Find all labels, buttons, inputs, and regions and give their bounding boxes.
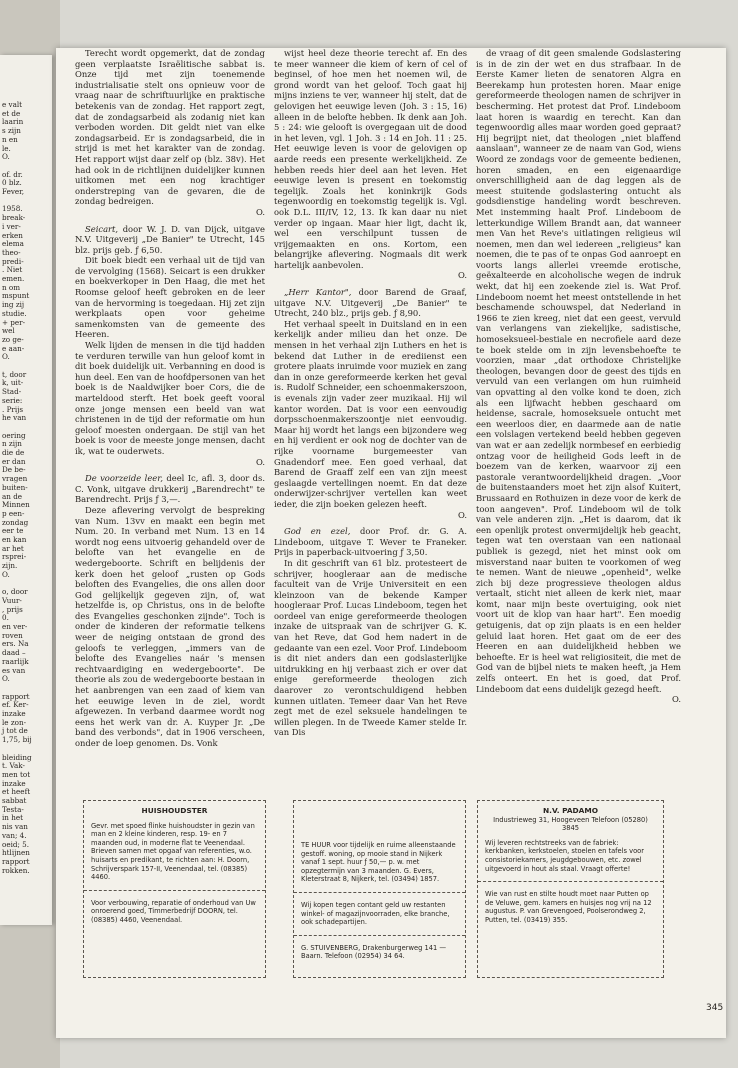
left-page-line: j tot de (2, 726, 28, 736)
paragraph: Terecht wordt opgemerkt, dat de zondag geen verplaatste Israëlitische sabbat is. Onze tijd met zijn toenemende industrialisatie stelt ons opnieuw voor de vraag naar de schriftuurlijke en praktische betekenis van de zondag. Het rapport zegt, dat de zondagsarbeid als zodanig niet kan verboden worden. Dit geldt niet van elke zondagsarbeid. Er is zondagsarbeid, die in strijd is met het karakter van de zondag. Het rapport wijst daar zelf op (blz. 38v). Het had ook in de richtlijnen duidelijker kunnen uitkomen met een nog krachtiger onderstreping van de gevaren, die de zondag bedreigen. (75, 48, 265, 207)
left-page-line: van; 4. (2, 830, 27, 840)
left-page-line: erken (2, 230, 23, 240)
left-page-line: eer te (2, 526, 24, 536)
left-page-line: ers. Na (2, 639, 29, 649)
left-page-line: O. (2, 569, 10, 579)
left-page-line: es van (2, 665, 26, 675)
left-page-line: theo- (2, 247, 21, 257)
left-page-line: De be- (2, 465, 26, 475)
ad-separator (294, 892, 465, 893)
left-page-line: inzake (2, 709, 26, 718)
left-page-line: bleiding (2, 752, 32, 762)
left-page-line: i ver- (2, 221, 21, 231)
left-page-line: e aan- (2, 343, 25, 353)
left-page-line: 0 blz. (2, 178, 22, 188)
signature: O. (255, 456, 265, 467)
ad-body-2: Wij kopen tegen contant geld uw restanten winkel- of magazijnvoorraden, elke branche, ook schadepartijen. (301, 900, 450, 927)
signature: O. (457, 509, 467, 520)
book-title: „Herr Kantor", door Barend de Graaf, uitgave N.V. Uitgeverij „De Banier" te Utrecht, 240 blz., prijs geb. ƒ 8,90. (274, 287, 467, 319)
left-page-line: zo ge- (2, 334, 24, 344)
left-page-line: buiten- (2, 482, 28, 492)
left-page-line: rsprei- (2, 552, 27, 562)
left-page-fragment (0, 55, 52, 925)
left-page-line: n om (2, 282, 21, 292)
left-page-line: + per- (2, 317, 26, 327)
book-title-name: Seicart, (85, 223, 119, 234)
book-title: Seicart, door W. J. D. van Dijck, uitgave N.V. Uitgeverij „De Banier" te Utrecht, 145 blz. prijs geb. ƒ 6,50. (75, 223, 265, 255)
ad-huishoudster (83, 800, 266, 978)
left-page-line: laarin (2, 117, 24, 127)
left-page-line: O. (2, 674, 10, 684)
left-page-line: zijn. (2, 561, 18, 571)
left-page-line: 0. (2, 613, 9, 623)
ad-footer: G. STUIVENBERG, Drakenburgerweg 141 — Baarn. Telefoon (02954) 34 64. (301, 943, 447, 961)
left-page-line: predi- (2, 256, 24, 266)
left-page-line: elema (2, 239, 24, 249)
book-title-name: God en ezel, (284, 526, 351, 537)
ad-body: TE HUUR voor tijdelijk en ruime alleenstaande gestoff. woning, op mooie stand in Nijkerk vanaf 1 sept. huur ƒ 50,— p. w. met opzegtermijn van 3 maanden. G. Evers, Kleterstraat 8, Nijkerk, tel. (03494) 1857. (301, 841, 456, 884)
left-page-line: ef. Ker- (2, 700, 29, 710)
left-page-line: et de (2, 108, 21, 118)
left-page-line: Stad- (2, 387, 22, 397)
left-page-line: t. Vak- (2, 761, 25, 771)
ad-te-huur (293, 800, 466, 978)
left-page-line: mspunt (2, 291, 30, 301)
book-title: God en ezel, door Prof. dr. G. A. Lindeboom, uitgave T. Wever te Franeker. Prijs in paperback-uitvoering ƒ 3,50. (274, 526, 467, 558)
left-page-line: in het (2, 813, 23, 823)
column-2 (274, 48, 467, 738)
left-page-line: oeid; 5. (2, 839, 30, 849)
left-page-line: le. (2, 143, 11, 153)
left-page-line: die de (2, 448, 25, 457)
left-page-line: of. dr. (2, 169, 23, 179)
left-page-line: n en (2, 134, 18, 144)
left-page-line: . Prijs (2, 404, 24, 414)
paragraph: In dit geschrift van 61 blz. protesteert de schrijver, hoogleraar aan de medische faculteit van de Vrije Universiteit en een kleinzoon van de bekende Kamper hoogleraar Prof. Lucas Lindeboom, tegen het oordeel van enige gereformeerde theologen inzake de uitspraak van de schrijver G. K. van het Reve, dat God hem nadert in de gedaante van een ezel. Voor Prof. Lindeboom is dit niet anders dan een godslasterlijke uitdrukking en hij verbaast zich er over dat enige gereformeerde theologen zich daarover zo verontschuldigend hebben kunnen uitlaten. Temeer daar Van het Reve zegt met de ezel seksuele handelingen te willen plegen. In de Tweede Kamer stelde Ir. van Dis (274, 557, 467, 738)
paragraph: Het verhaal speelt in Duitsland en in een kerkelijk ander milieu dan het onze. De mensen in het verhaal zijn Luthers en het is bekend dat Luther in de erediienst een grotere plaats inruimde voor muziek en zang dan in onze gereformeerde kerken het geval is. Rudolf Schneider, een schoenmakerszoon, is evenals zijn vader zeer muzikaal. Hij wil kantor worden. Dat is voor een eenvoudig dorpsschoenmakerszoontje niet eenvoudig. Maar hij wordt het langs een bijzondere weg en hij verdient er ook nog de dochter van de rijke voorname burgemeester van Gnadendorf mee. Een goed verhaal, dat Barend de Graaff zelf een van zijn meest geslaagde vertellingen noemt. En dat deze onderwijzer-schrijver vertellen kan weet ieder, die zijn boeken gelezen heeft. (274, 318, 467, 509)
left-page-line: o, door (2, 587, 28, 597)
left-page-line: t, door (2, 369, 27, 379)
left-page-line: er dan (2, 456, 26, 466)
ad-separator (294, 935, 465, 936)
left-page-line: Vuur- (2, 595, 22, 605)
left-page-line: ing zij (2, 300, 25, 310)
left-page-line: , prijs (2, 604, 23, 614)
left-page-line: 1958. (2, 204, 23, 214)
signature: O. (457, 270, 467, 281)
left-page-line: raarlijk (2, 656, 29, 666)
ad-footer: Voor verbouwing, reparatie of onderhoud van Uw onroerend goed, Timmerbedrijf DOORN, tel. (08385) 4460, Veenendaal. (91, 898, 256, 924)
paragraph: wijst heel deze theorie terecht af. En des te meer wanneer die kiem of kern of cel of beginsel, of hoe men het noemen wil, de grond wordt van het geloof. Toch gaat hij mijns inziens te ver, wanneer hij stelt, dat de gelovigen het eeuwige leven (Joh. 3 : 15, 16) alleen in de belofte hebben. Ik denk aan Joh. 5 : 24: wie gelooft is overgegaan uit de dood in het leven, vgl. 1 Joh. 3 : 14 en Joh. 11 : 25. Het eeuwige leven is voor de gelovigen op aarde reeds een presente werkelijkheid. Ze hebben reeds hier deel aan het leven. Het eeuwige leven is present en toekomstig tegelijk. Zoals het koninkrijk Gods tegenwoordig en toekomstig tegelijk is. Vgl. ook D.L. III/IV, 12, 13. Ik kan daar nu niet verder op ingaan. Maar hier ligt, dacht ik, wel een verschilpunt tussen de vrijgemaakten en ons. Kortom, een belangrijke aflevering. Nogmaals dit werk hartelijk aanbevolen. (274, 48, 467, 270)
ad-heading: HUISHOUDSTER (141, 806, 208, 815)
left-page-line: an de (2, 491, 23, 501)
left-page-line: break- (2, 213, 26, 223)
left-page-line: wel (2, 326, 15, 336)
left-page-line: daad – (2, 648, 26, 658)
ad-footer: Wie van rust en stilte houdt moet naar Putten op de Veluwe, gem. kamers en huisjes nog vrij na 12 augustus. P. van Grevengoed, Poolserondweg 2, Putten, tel. (03419) 355. (485, 890, 652, 924)
left-page-line: k, uit- (2, 378, 24, 388)
left-page-line: vragen (2, 474, 28, 484)
left-page-line: s zijn (2, 126, 21, 136)
ad-separator (478, 881, 663, 882)
left-page-line: en ver- (2, 622, 28, 631)
left-page-line: men tot (2, 769, 31, 779)
page-number: 345 (706, 1003, 724, 1013)
left-page-line: inzake (2, 778, 26, 788)
left-page-line: . Niet (2, 265, 23, 275)
left-page-line: htlijnen (2, 848, 30, 858)
left-page-line: oering (2, 430, 26, 440)
left-page-line: rokken. (2, 865, 30, 875)
left-page-line: sabbat (2, 796, 27, 805)
left-page-line: le zon- (2, 717, 27, 727)
book-title: De voorzeide leer, deel Ic, afl. 3, door ds. C. Vonk, uitgave drukkerij „Barendrecht" te Barendrecht. Prijs ƒ 3,—. (75, 473, 266, 505)
left-page-line: e valt (2, 100, 23, 109)
column-1 (75, 48, 265, 749)
column-3 (476, 48, 681, 705)
ad-padamo (477, 800, 664, 978)
book-title-name: De voorzeide leer, (85, 473, 163, 484)
left-page-line: 1,75, bij (2, 735, 32, 745)
paragraph: Welk lijden de mensen in die tijd hadden te verduren terwille van hun geloof komt in dit boek duidelijk uit. Verbanning en dood is hun deel. Een van de hoofdpersonen van het boek is de Naaldwijker boer Cors, die de marteldood sterft. Het boek geeft vooral onze jonge mensen een beeld van wat christenen in de tijd der reformatie om hun geloof moesten ondergaan. De stijl van het boek is voor de meeste jonge mensen, dacht ik, wat te ouderwets. (75, 340, 265, 456)
ad-body: Gevr. met spoed flinke huishoudster in gezin van man en 2 kleine kinderen, resp. 19- en 7 maanden oud, in moderne flat te Veenendaal. Brieven samen met opgaaf van referenties, w.o. huisarts en predikant, te richten aan: H. Doorn, Schrijverspark 157-II, Veenendaal, tel. (08385) 4460. (91, 821, 255, 882)
ad-separator (84, 890, 265, 891)
left-page-line: n zijn (2, 439, 22, 449)
left-page-line: serie: (2, 395, 23, 405)
left-page-line: Testa- (2, 804, 24, 814)
left-page-line: rapport (2, 856, 30, 866)
left-page-line: p een- (2, 508, 25, 518)
left-page-line: emen. (2, 274, 25, 283)
ad-heading: N.V. PADAMO (542, 806, 599, 815)
left-page-line: roven (2, 630, 23, 640)
ad-body: Wij leveren rechtstreeks van de fabriek: kerkbanken, kerkstoelen, stoelen en tafels voor consistoriekamers, jeugdgebouwen, etc. zowel uitgevoerd in hout als staal. Vraagt offerte! (485, 838, 645, 873)
paragraph: Dit boek biedt een verhaal uit de tijd van de vervolging (1568). Seicart is een drukker en boekverkoper in Den Haag, die met het Roomse geloof heeft gebroken en de leer van de hervorming is toegedaan. Hij zet zijn werkplaats open voor geheime samenkomsten van de gemeente des Heeren. (75, 255, 265, 340)
book-title-name: „Herr Kantor", (284, 287, 352, 298)
left-page-line: ar het (2, 543, 24, 553)
paragraph: de vraag of dit geen smalende Godslastering is in de zin der wet en dus strafbaar. In de Eerste Kamer lieten de senatoren Algra en Beerekamp hun protesten horen. Maar enige gereformeerde theologen namen de schrijver in bescherming. Het protest dat Prof. Lindeboom laat horen is waardig en terecht. Kan dan tegenwoordig alles maar worden goed gepraat? Hij begrijpt niet, dat theologen „niet blaffend aanslaan", wanneer ze de naam van God, wiens Woord ze zondags voor de gemeente bedienen, horen smaden, en een eigenaardige onverschilligheid aan de dag leggen als de meest stuitende godslastering ontucht als godsdienstige handeling wordt beschreven. Met instemming haalt Prof. Lindeboom de letterkundige Willem Brandt aan, dat wanneer men Van het Reve's uitlatingen religieus wil noemen, men dan wel iedereen „religieus" kan noemen, die te pas of te onpas God aanroept en voorts langs allerlei vreemde erotische, geëxalteerde en alcoholische wegen de indruk wekt, dat hij een zoekende ziel is. Wat Prof. Lindeboom noemt het meest ontstellende in het beschamende schouwspel, dat Nederland in 1966 te zien kreeg, niet dat een geest, vervuld van verlangens van ziekelijke, sadistische, homoseksueel-bestiale en necrofiele aard deze te boek stelde om in zijn levensbehoefte te voorzien, maar „dat orthodoxe Christelijke theologen, bevangen door de geest des tijds en vervuld van een verlangen om hun ruimheid van opvatting al den volke kond te doen, zich als een lijfwacht hebben geschaard om heidense, sacrale, homoseksuele ontucht met een weerloos dier, en daarmede aan de natie een volslagen vertekend beeld hebben gegeven van wat er aan zedelijk normbesef en eerbiedig ontzag voor de heiligheid Gods leeft in de boezem van de kerken, waarvoor zij een pastorale verantwoordelijkheid dragen. „Voor de buitenstaanders moet het zijn alsof Kuitert, Brussaard en Rothuizen in deze voor de kerk de toon aangeven". Prof. Lindeboom wil de tolk van vele anderen zijn. „Het is daarom, dat ik een openlijk protest onvermijdelijk heb geacht, tegen wat ten overstaan van een nationaal publiek is gezegd, niet het minst ook om misverstand naar buiten te voorkomen of weg te nemen. Want de nieuwe „openheid", welke zich bij deze progressieve theologen aldus vertaalt, sticht niet alleen de kerk niet, maar komt, naar mijn beste overtuiging, ook niet voort uit de klop van haar hart". Een moedig getuigenis, dat op zijn plaats is en een helder geluid laat horen. Het gaat om de eer des Heeren en aan duidelijkheid hebben we behoefte. Er is heel wat religiositeit, die met de God van de bijbel niets te maken heeft, ja Hem zelfs onteert. En het is goed, dat Prof. Lindeboom dat eens duidelijk gezegd heeft. (476, 48, 681, 694)
left-page-line: studie. (2, 308, 27, 318)
left-page-line: en kan (2, 535, 27, 544)
left-page-line: he van (2, 413, 27, 423)
left-page-line: Minnen (2, 500, 30, 510)
paragraph: Deze aflevering vervolgt de bespreking van Num. 13vv en maakt een begin met Num. 20. In verband met Num. 13 en 14 wordt nog eens uitvoerig gehandeld over de belofte van het evangelie en de wedergeboorte. Schrift en belijdenis der kerk doen het geloof „rusten op Gods beloften des Evangelies, die ons allen door God gelijkelijk gegeven zijn, of, wat hetzelfde is, op Christus, ons in de belofte des Evangelies geschonken zijnde". Toch is onder de kinderen der reformatie telkens weer de neiging ontstaan de grond des geloofs te verleggen, „immers van de belofte des Evangelies naár 's mensen rechtvaardiging en wedergeboorte". De theorie als zou de wedergeboorte bestaan in het aanbrengen van een zaad of kiem van het eeuwige leven in de ziel, wordt afgewezen. In verband daarmee wordt nog eens het werk van dr. A. Kuyper Jr. „De band des verbonds", dat in 1906 verscheen, onder de loep genomen. Ds. Vonk (75, 504, 265, 748)
left-page-line: O. (2, 352, 10, 362)
left-page-line: rapport (2, 691, 30, 701)
left-page-line: nis van (2, 822, 28, 832)
left-page-line: et heeft (2, 787, 31, 797)
left-page-line: O. (2, 152, 10, 162)
left-page-line: Fever, (2, 187, 25, 196)
ad-subheading: Industrieweg 31, Hoogeveen Telefoon (05280) 3845 (493, 815, 648, 833)
signature: O. (671, 694, 681, 705)
signature: O. (255, 206, 265, 217)
left-page-line: zondag (2, 517, 29, 527)
